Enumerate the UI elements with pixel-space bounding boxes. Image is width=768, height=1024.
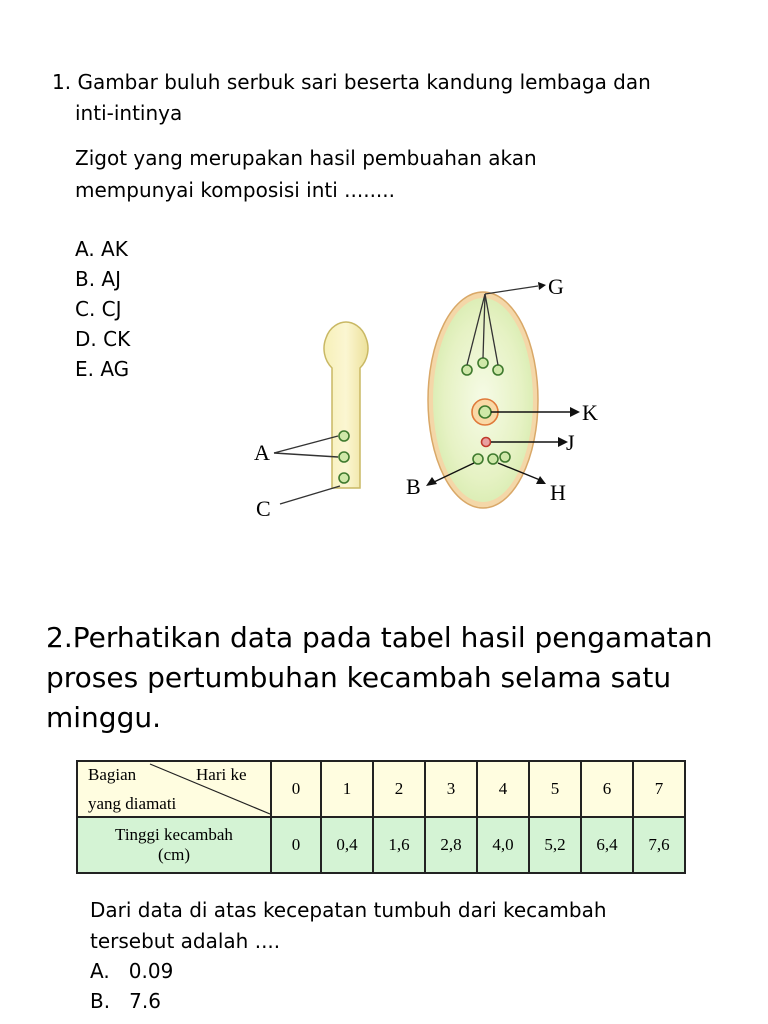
q1-option-c[interactable]: C. CJ <box>75 297 122 321</box>
growth-table <box>76 760 686 874</box>
q1-question-line1: Zigot yang merupakan hasil pembuahan akan <box>75 146 537 170</box>
q1-question-line2: mempunyai komposisi inti ........ <box>75 178 395 202</box>
table-header-row <box>77 761 685 817</box>
label-g: G <box>548 274 564 299</box>
row-label-cell <box>77 817 271 873</box>
q1-option-a[interactable]: A. AK <box>75 237 128 261</box>
row-label-line1: Tinggi kecambah <box>115 825 233 844</box>
value-cell: 1,6 <box>373 817 425 873</box>
pollen-tube-embryo-sac-diagram <box>240 260 620 530</box>
value-cell: 0 <box>271 817 321 873</box>
day-cell: 4 <box>477 761 529 817</box>
label-j: J <box>566 430 575 455</box>
value-cell: 7,6 <box>633 817 685 873</box>
table-corner-cell <box>77 761 271 817</box>
q1-option-d[interactable]: D. CK <box>75 327 131 351</box>
corner-left-bottom: yang diamati <box>88 794 177 813</box>
q2-option-b[interactable]: B. 7.6 <box>90 989 161 1013</box>
label-h: H <box>550 480 566 505</box>
label-b: B <box>406 474 421 499</box>
label-c: C <box>256 496 271 521</box>
value-cell: 6,4 <box>581 817 633 873</box>
corner-left-top: Bagian <box>88 765 137 784</box>
value-cell: 2,8 <box>425 817 477 873</box>
value-cell: 0,4 <box>321 817 373 873</box>
q2-title-line2: proses pertumbuhan kecambah selama satu <box>46 661 672 694</box>
day-cell: 2 <box>373 761 425 817</box>
day-cell: 6 <box>581 761 633 817</box>
embryo-sac <box>428 292 538 508</box>
day-cell: 7 <box>633 761 685 817</box>
q1-title-line2: inti-intinya <box>75 101 183 125</box>
label-a: A <box>254 440 270 465</box>
value-cell: 5,2 <box>529 817 581 873</box>
corner-right-top: Hari ke <box>196 765 247 784</box>
row-label-line2: (cm) <box>157 845 191 864</box>
day-cell: 5 <box>529 761 581 817</box>
day-cell: 0 <box>271 761 321 817</box>
q2-question-line1: Dari data di atas kecepatan tumbuh dari kecambah <box>90 898 607 922</box>
pollen-tube <box>324 322 368 488</box>
q2-title-line3: minggu. <box>46 701 161 734</box>
label-k: K <box>582 400 598 425</box>
q2-title-line1: 2.Perhatikan data pada tabel hasil pengamatan <box>46 621 713 654</box>
q2-question-line2: tersebut adalah .... <box>90 929 281 953</box>
day-cell: 1 <box>321 761 373 817</box>
day-cell: 3 <box>425 761 477 817</box>
value-cell: 4,0 <box>477 817 529 873</box>
q2-option-a[interactable]: A. 0.09 <box>90 959 174 983</box>
q1-option-b[interactable]: B. AJ <box>75 267 122 291</box>
q1-option-e[interactable]: E. AG <box>75 357 130 381</box>
table-data-row <box>77 817 685 873</box>
q1-title-line1: 1. Gambar buluh serbuk sari beserta kandung lembaga dan <box>52 70 651 94</box>
q2-options <box>90 956 173 1016</box>
q1-options <box>75 234 130 384</box>
